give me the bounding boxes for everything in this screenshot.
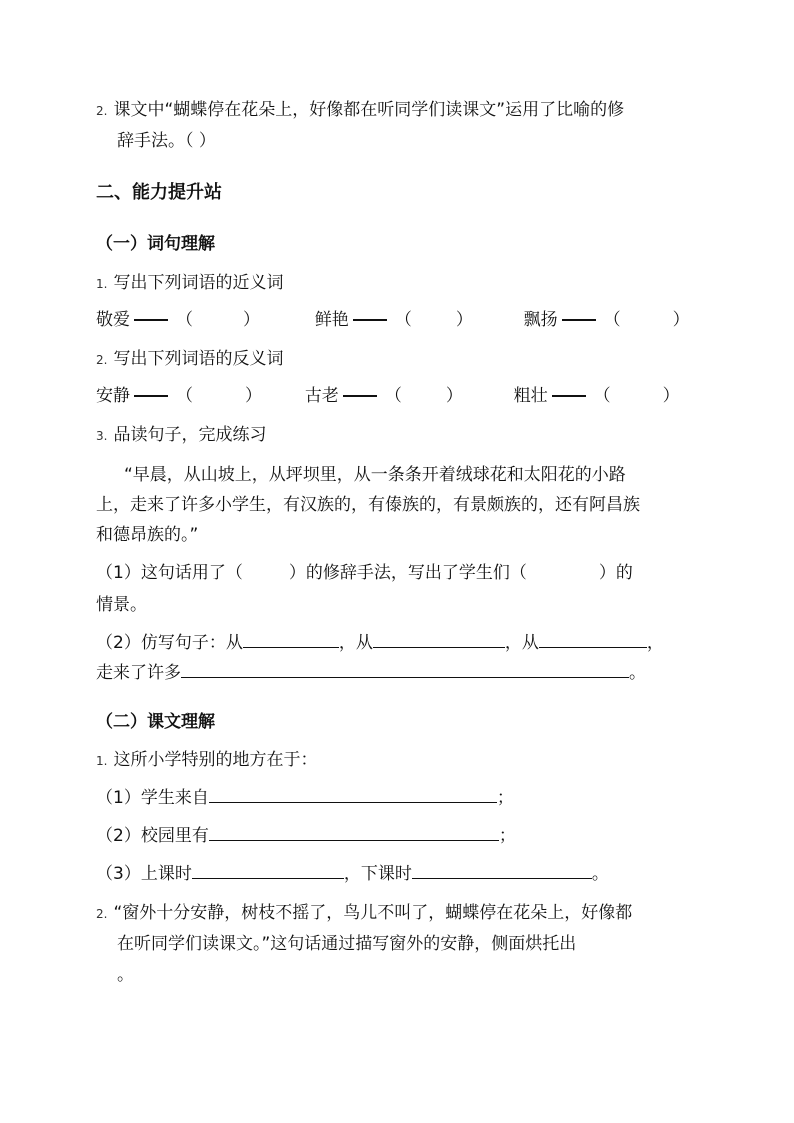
comprehension-item-3 (96, 859, 609, 884)
question-title: 品读句子，完成练习 (113, 425, 267, 445)
fill-blank-line[interactable] (373, 633, 505, 648)
synonym-question (96, 268, 283, 293)
question-number: 2. (96, 353, 108, 367)
passage-line-1: “早晨，从山坡上，从坪坝里，从一条条开着绒球花和太阳花的小路 (124, 465, 626, 485)
antonym-word-2: 古老 (304, 386, 339, 406)
question-number: 2. (96, 907, 108, 921)
question-title: 这所小学特别的地方在于： (113, 750, 318, 770)
question-number: 1. (96, 754, 108, 768)
comprehension-question-1 (96, 745, 317, 770)
synonym-row (96, 305, 690, 330)
question-text-line3: 。 (117, 965, 134, 985)
reading-question (96, 420, 266, 445)
comprehension-item-2 (96, 821, 516, 846)
fill-blank-line[interactable] (192, 864, 344, 879)
item-text: （2）校园里有 (96, 826, 209, 846)
passage-line-2: 上，走来了许多小学生，有汉族的，有傣族的，有景颇族的，还有阿昌族 (96, 495, 640, 515)
dash-line (134, 395, 168, 397)
item-text: ，下课时 (343, 864, 412, 884)
question-number: 1. (96, 277, 108, 291)
question-text-line2: 在听同学们读课文。”这句话通过描写窗外的安静，侧面烘托出 (117, 934, 577, 954)
question-title: 写出下列词语的反义词 (113, 349, 284, 369)
section-title: 二、能力提升站 (96, 182, 222, 203)
end-punctuation: ； (498, 826, 516, 846)
end-punctuation: ； (496, 788, 514, 808)
sub-question-text: （2）仿写句子：从 (96, 633, 243, 653)
sub-question-text: （1）这句话用了（ (96, 563, 243, 583)
fill-blank-line[interactable] (539, 633, 647, 648)
dash-line (134, 319, 168, 321)
comprehension-item-1 (96, 783, 514, 808)
close-paren: ） (245, 386, 262, 406)
antonym-word-1: 安静 (96, 386, 130, 406)
reading-sub-question-1 (96, 558, 633, 583)
sub-question-text: ）的修辞手法，写出了学生们（ (288, 563, 527, 583)
separator-text: ，从 (504, 633, 539, 653)
passage-line-3: 和德昂族的。” (96, 525, 199, 545)
item-text: （3）上课时 (96, 864, 192, 884)
subsection-title-text: （二）课文理解 (96, 712, 215, 732)
close-paren: ） (243, 310, 260, 330)
open-paren: （ (176, 310, 193, 330)
question-text-line1: “窗外十分安静，树枝不摇了，鸟儿不叫了，蝴蝶停在花朵上，好像都 (113, 903, 633, 923)
question-title: 写出下列词语的近义词 (113, 273, 284, 293)
dash-line (552, 395, 586, 397)
close-paren: ） (662, 386, 680, 406)
question-text-line1: 课文中“蝴蝶停在花朵上，好像都在听同学们读课文”运用了比喻的修 (113, 100, 625, 120)
open-paren: （ (384, 386, 402, 406)
antonym-row (96, 381, 680, 406)
synonym-word-3: 飘扬 (523, 310, 558, 330)
open-paren: （ (394, 310, 412, 330)
open-paren: （ (593, 386, 611, 406)
dash-line (353, 319, 387, 321)
reading-sub-question-2 (96, 628, 664, 653)
fill-blank-line[interactable] (181, 663, 629, 678)
separator-text: ， (646, 633, 664, 653)
synonym-word-2: 鲜艳 (314, 310, 349, 330)
fill-blank-line[interactable] (209, 788, 497, 803)
dash-line (343, 395, 377, 397)
dash-line (562, 319, 596, 321)
sub-question-text-cont: 情景。 (96, 595, 147, 615)
sub-question-text: 走来了许多 (96, 663, 181, 683)
end-punctuation: 。 (629, 663, 646, 683)
open-paren: （ (176, 386, 193, 406)
question-number: 3. (96, 429, 108, 443)
close-paren: ） (445, 386, 463, 406)
subsection-title-words: （一）词句理解 (96, 234, 215, 254)
question-true-false-2 (96, 95, 624, 120)
fill-blank-line[interactable] (209, 826, 499, 841)
fill-blank-line[interactable] (412, 864, 592, 879)
antonym-question (96, 344, 283, 369)
open-paren: （ (603, 310, 621, 330)
fill-blank-line[interactable] (243, 633, 339, 648)
close-paren: ） (455, 310, 473, 330)
reading-sub-question-2-cont (96, 658, 646, 683)
question-text-line2: 辞手法。（ ） (117, 131, 216, 151)
comprehension-question-2 (96, 898, 632, 923)
close-paren: ） (672, 310, 690, 330)
end-punctuation: 。 (591, 864, 609, 884)
item-text: （1）学生来自 (96, 788, 209, 808)
antonym-word-3: 粗壮 (513, 386, 548, 406)
question-number: 2. (96, 104, 108, 118)
sub-question-text: ）的 (598, 563, 633, 583)
separator-text: ，从 (338, 633, 373, 653)
synonym-word-1: 敬爱 (96, 310, 130, 330)
